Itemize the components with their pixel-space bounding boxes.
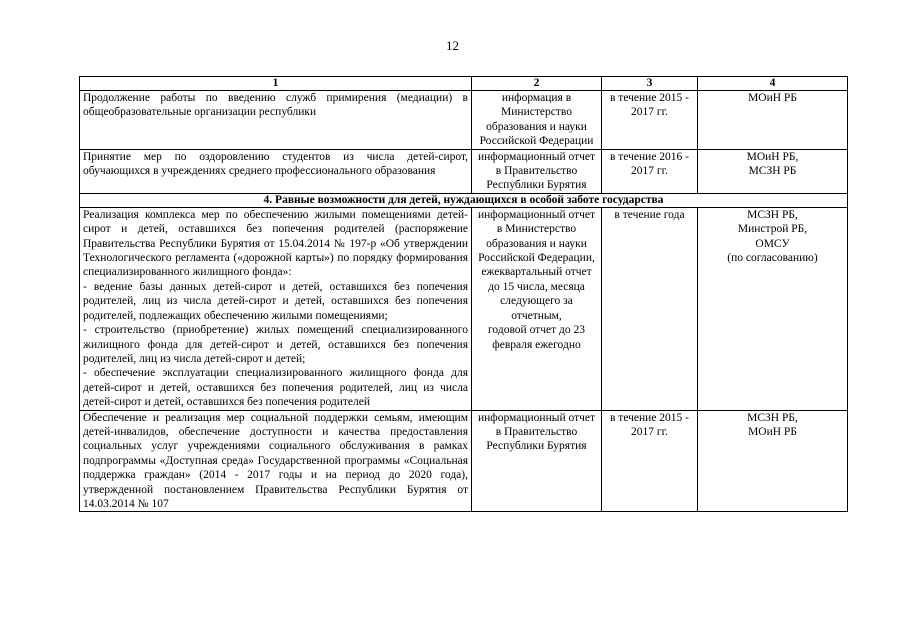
report-cell: информационный отчет в Правительство Республики Бурятия bbox=[472, 410, 602, 512]
executor-cell bbox=[698, 91, 848, 150]
section-title: 4. Равные возможности для детей, нуждающихся в особой заботе государства bbox=[80, 193, 848, 207]
executor-text: МСЗН РБ, МОиН РБ bbox=[747, 411, 798, 438]
table-header-row bbox=[80, 77, 848, 91]
report-text: информационный отчет в Министерство образования и науки Российской Федерации, ежеквартальный отчет до 15 числа, месяца следующего за отчетным, годовой отчет до 23 февраля ежегодно bbox=[477, 208, 596, 351]
table-row bbox=[80, 207, 848, 410]
table-row bbox=[80, 91, 848, 150]
table-row bbox=[80, 149, 848, 193]
executor-cell bbox=[698, 207, 848, 410]
executor-cell bbox=[698, 149, 848, 193]
column-header-2: 2 bbox=[472, 77, 602, 91]
column-header-3: 3 bbox=[602, 77, 698, 91]
report-cell: информационный отчет в Правительство Республики Бурятия bbox=[472, 149, 602, 193]
report-cell: информация в Министерство образования и науки Российской Федерации bbox=[472, 91, 602, 150]
term-cell: в течение 2015 - 2017 гг. bbox=[602, 410, 698, 512]
report-cell bbox=[472, 207, 602, 410]
term-cell: в течение года bbox=[602, 207, 698, 410]
executor-text: МСЗН РБ, Минстрой РБ, ОМСУ (по согласованию) bbox=[727, 208, 818, 265]
term-cell: в течение 2015 - 2017 гг. bbox=[602, 91, 698, 150]
section-row bbox=[80, 193, 848, 207]
executor-cell bbox=[698, 410, 848, 512]
column-header-1: 1 bbox=[80, 77, 472, 91]
measure-cell: Обеспечение и реализация мер социальной поддержки семьям, имеющим детей-инвалидов, обеспечение доступности и качества предоставления социальных услуг учреждениями социального обслуживания в рамках подпрограммы «Доступная среда» Государственной программы «Социальная поддержка граждан» (2014 - 2017 годы и на период до 2020 года), утвержденной постановлением Правительства Республики Бурятия от 14.03.2014 № 107 bbox=[80, 410, 472, 512]
column-header-4: 4 bbox=[698, 77, 848, 91]
measure-cell: Принятие мер по оздоровлению студентов из числа детей-сирот, обучающихся в учреждениях среднего профессионального образования bbox=[80, 149, 472, 193]
executor-text: МОиН РБ, МСЗН РБ bbox=[746, 150, 799, 178]
measure-cell bbox=[80, 207, 472, 410]
page-number: 12 bbox=[446, 38, 459, 53]
executor-text: МОиН РБ bbox=[748, 92, 797, 104]
term-cell: в течение 2016 - 2017 гг. bbox=[602, 149, 698, 193]
measure-cell: Продолжение работы по введению служб примирения (медиации) в общеобразовательные организации республики bbox=[80, 91, 472, 150]
measure-text: Реализация комплекса мер по обеспечению жилыми помещениями детей-сирот и детей, оставшихся без попечения родителей (распоряжение Правительства Республики Бурятия от 15.04.2014 № 197-р «Об утверждении Технологического регламента («дорожной карты») по порядку формирования специализированного жилищного фонда»: - ведение базы данных детей-сирот и детей, оставшихся без попечения родителей, лиц из числа детей-сирот и детей, оставшихся без попечения родителей, подлежащих обеспечению жилыми помещениями; - строительство (приобретение) жилых помещений специализированного жилищного фонда для детей-сирот и детей, оставшихся без попечения родителей, лиц из числа детей-сирот и детей; - обеспечение эксплуатации специализированного жилищного фонда для детей-сирот и детей, оставшихся без попечения родителей, лиц из числа детей-сирот и детей, оставшихся без попечения родителей bbox=[83, 208, 468, 409]
measures-table bbox=[79, 76, 848, 512]
table-row bbox=[80, 410, 848, 512]
